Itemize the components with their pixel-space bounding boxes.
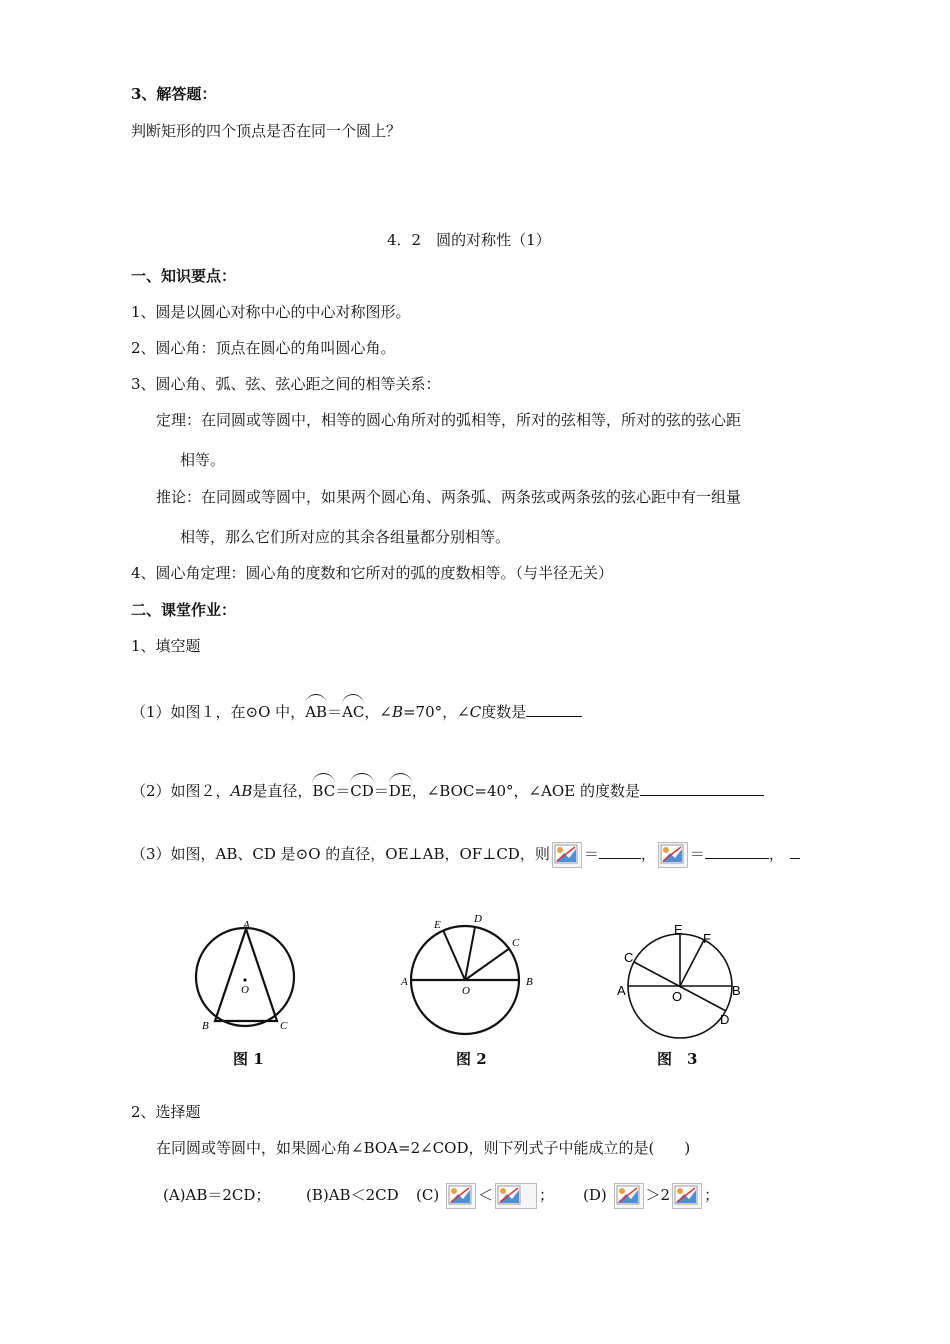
fig3-label-e: E (674, 922, 683, 937)
figure-3 (612, 920, 757, 1040)
fig2-radius-oe (443, 930, 465, 980)
fig1-label-c: C (280, 1020, 288, 1032)
answer-blank[interactable] (640, 781, 764, 796)
part2-title: 二、课堂作业： (131, 601, 237, 619)
fig2-label-o: O (462, 985, 470, 997)
fig1-label-a: A (243, 920, 250, 931)
figure-2-caption: 图 2 (456, 1050, 487, 1068)
option-b[interactable]: (B)AB＜2CD (306, 1186, 399, 1204)
fig2-label-c: C (512, 937, 520, 949)
option-d[interactable] (583, 1180, 719, 1210)
question-2 (131, 775, 764, 801)
answer-blank[interactable] (790, 844, 800, 859)
fig3-label-c: C (624, 950, 634, 965)
q2-var-ab: AB (230, 782, 253, 800)
broken-image-icon (446, 1183, 476, 1209)
question-3 (131, 842, 800, 868)
fig1-label-o: O (241, 984, 249, 996)
question-text: 判断矩形的四个顶点是否在同一个圆上？ (131, 122, 402, 140)
fig2-radius-oc (465, 948, 510, 980)
q3-text: （3）如图，AB、CD 是⊙O 的直径，OE⊥AB，OF⊥CD，则 (131, 845, 550, 863)
figure-3-caption: 图 3 (657, 1050, 698, 1068)
answer-blank[interactable] (599, 844, 641, 859)
q1-text-b: ，∠ (364, 703, 392, 721)
point-4: 4、圆心角定理：圆心角的度数和它所对的弧的度数相等。（与半径无关） (131, 564, 614, 582)
lesson-heading: 4．2 圆的对称性（1） (387, 231, 551, 249)
point-1: 1、圆是以圆心对称中心的中心对称图形。 (131, 303, 411, 321)
figure-2 (398, 908, 543, 1043)
option-c-lt: ＜ (477, 1186, 493, 1204)
q3-equals-1: ＝ (583, 845, 599, 863)
choice-question: 在同圆或等圆中，如果圆心角∠BOA=2∠COD，则下列式子中能成立的是( ) (156, 1139, 691, 1157)
broken-image-icon (495, 1183, 537, 1209)
arc-cd: CD (350, 775, 374, 801)
fill-title: 1、填空题 (131, 637, 201, 655)
q3-equals-2: ＝ (689, 845, 705, 863)
fig2-label-a: A (401, 976, 408, 988)
question-1 (131, 696, 582, 722)
q1-text: （1）如图１，在⊙O 中， (131, 703, 306, 721)
fig1-label-b: B (202, 1020, 209, 1032)
corollary-line-2: 相等，那么它们所对应的其余各组量都分别相等。 (180, 528, 511, 546)
fig2-label-e: E (434, 919, 441, 931)
fig3-label-a: A (617, 983, 626, 998)
broken-image-icon (672, 1183, 702, 1209)
q2-text: （2）如图２， (131, 782, 231, 800)
fig3-label-b: B (732, 983, 741, 998)
q1-text-c: =70°，∠ (402, 703, 470, 721)
q1-var-b: B (391, 703, 403, 721)
point-2: 2、圆心角：顶点在圆心的角叫圆心角。 (131, 339, 396, 357)
section-title: 3、解答题： (131, 85, 217, 103)
corollary-line-1: 推论：在同圆或等圆中，如果两个圆心角、两条弧、两条弦或两条弦的弦心距中有一组量 (156, 488, 742, 506)
q1-var-c: C (469, 703, 482, 721)
option-d-end: ； (704, 1186, 720, 1204)
option-c[interactable] (416, 1180, 554, 1210)
arc-de: DE (389, 775, 412, 801)
arc-bc: BC (312, 775, 335, 801)
part1-title: 一、知识要点： (131, 267, 237, 285)
option-a[interactable]: (A)AB＝2CD； (163, 1186, 271, 1204)
broken-image-icon (552, 842, 582, 868)
theorem-line-1: 定理：在同圆或等圆中，相等的圆心角所对的弧相等，所对的弦相等，所对的弦的弦心距 (156, 411, 742, 429)
fig3-label-f: F (703, 931, 711, 946)
option-d-label: (D) (583, 1186, 607, 1204)
q1-equals: ＝ (327, 703, 343, 721)
q2-equals-1: ＝ (335, 782, 351, 800)
q2-equals-2: ＝ (373, 782, 389, 800)
fig1-triangle (215, 929, 277, 1021)
answer-blank[interactable] (705, 844, 769, 859)
q1-text-d: 度数是 (481, 703, 527, 721)
fig3-label-o: O (672, 989, 683, 1004)
option-c-label: (C) (416, 1186, 440, 1204)
answer-blank[interactable] (526, 702, 582, 717)
option-c-end: ； (538, 1186, 554, 1204)
q2-text-c: ，∠BOC=40°，∠AOE 的度数是 (411, 782, 640, 800)
theorem-line-2: 相等。 (180, 451, 226, 469)
figure-1 (190, 920, 300, 1040)
broken-image-icon (658, 842, 688, 868)
fig3-label-d: D (720, 1012, 730, 1027)
broken-image-icon (614, 1183, 644, 1209)
arc-ac: AC (342, 696, 364, 722)
fig1-center-dot (243, 978, 246, 981)
fig2-label-b: B (526, 976, 533, 988)
fig1-circle (196, 928, 294, 1026)
fig3-radius-of (680, 940, 704, 986)
choice-title: 2、选择题 (131, 1103, 201, 1121)
figure-1-caption: 图 1 (233, 1050, 264, 1068)
fig2-radius-od (465, 927, 475, 980)
option-d-gt: ＞2 (645, 1186, 671, 1204)
q3-sep-2: ， (768, 845, 784, 863)
q2-text-b: 是直径， (252, 782, 313, 800)
arc-ab: AB (305, 696, 327, 722)
point-3: 3、圆心角、弧、弦、弦心距之间的相等关系： (131, 375, 441, 393)
q3-sep-1: ， (640, 845, 656, 863)
fig2-label-d: D (474, 913, 482, 925)
